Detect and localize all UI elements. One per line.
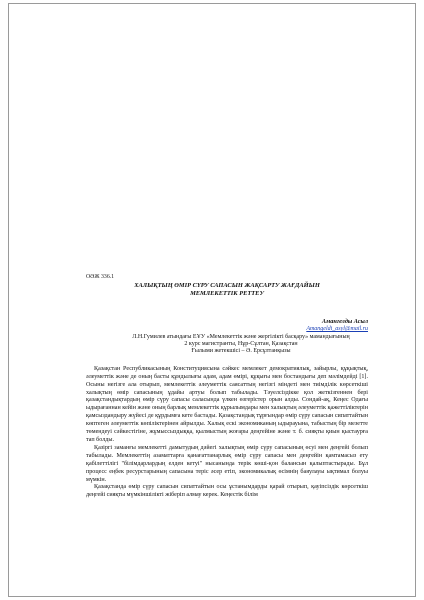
body-paragraph bbox=[86, 366, 368, 445]
page-content bbox=[86, 274, 368, 500]
author-email-link[interactable]: Amangeldi_asyl@mail.ru bbox=[306, 326, 368, 333]
author-name: Амангелды Асыл bbox=[321, 318, 368, 326]
udc-code: ОӘЖ 336.1 bbox=[86, 274, 115, 280]
paragraph-text: Қазақстан Республикасының Конституциясына сәйкес мемлекет демократиялық, зайырлы, құқықтық, әлеуметтік және де оның басты құндылығы адам, адам өмірі, құқығы мен бостандығы деп мәлімдейді [1]. Осыны негізге ала отырып, мемлекеттік әлеуметтік саясаттың негізгі міндеті мен тиімділік көрсеткіші халықтың өмір сапасының ұдайы артуы болып табылады. Тәуелсіздікке қол жеткізгеннен бері қазақстандықтардың өмір сүру сапасы саласында үлкен өзгерістер орын алды. Сондай-ақ, Кеңес Одағы ыдырағаннан кейін және оның барлық мемлекеттік құрылымдары мен халықтың әлеуметтік қажеттіліктерін қамсыздандыру жүйесі де құрдымға кете бастады. Қазақстандық тұрғындар өмір сүру сапасын сипаттайтын көптеген әлеуметтік көпіліктерінен айрылды. Халық ескі экономиканың ыдырауына, табыстың бір мезетте төмендеуі сәйкестігіне, жұмыссыздыққа, қылмыстың жоғары деңгейіне және т. б. сияқты қиын қыстаурға тап болды. bbox=[86, 365, 368, 443]
paragraph-text: Қазіргі заманғы мемлекетті дамытудың дәйегі халықтың өмір сүру сапасының өсуі мен деңгейі болып табылады. Мемлекеттің азаматтарға қанағаттанарлық өмір сүру сапасы мен деңгейін қамтамасыз ету қабілеттілігі "білімдарлардың елден кетуі" нысанында терік көші-қон балансын қалыптастырады. Бұл процесс еңбек ресурстарының сапасына теріс әсер етіп, экономикалық өсімнің баяулауы ықтимал болуы мүмкін. bbox=[86, 444, 368, 483]
affiliation-line-3: Ғылыми жетекшісі – Ә. Ерсұлтанқызы bbox=[191, 348, 291, 355]
body-paragraph bbox=[86, 484, 368, 500]
document-page bbox=[8, 3, 416, 597]
affiliation-line-1: Л.Н.Гумилев атындағы ЕҰУ «Мемлекеттік және жергілікті басқару» мамандығының bbox=[132, 333, 350, 340]
affiliation-line-2: 2 курс магистранты, Нұр-Сұлтан, Қазақстан bbox=[184, 341, 298, 347]
title-line-1: ХАЛЫҚТЫҢ ӨМІР СҮРУ САПАСЫН ЖАҚСАРТУ ЖАҒДАЙЫН bbox=[134, 281, 320, 289]
author-affiliation bbox=[114, 334, 368, 356]
body-paragraph bbox=[86, 445, 368, 485]
title-line-2: МЕМЛЕКЕТТІК РЕТТЕУ bbox=[190, 290, 264, 297]
paragraph-text: Қазақстанда өмір сүру сапасын сипаттайтын осы ұстанымдарды қарай отырып, қауіпсіздік көрсеткіш деңгейі сияқты мүмкіншілікті жіберіп алмау керек. Кеңестік білім bbox=[86, 484, 368, 499]
article-title bbox=[86, 282, 368, 298]
